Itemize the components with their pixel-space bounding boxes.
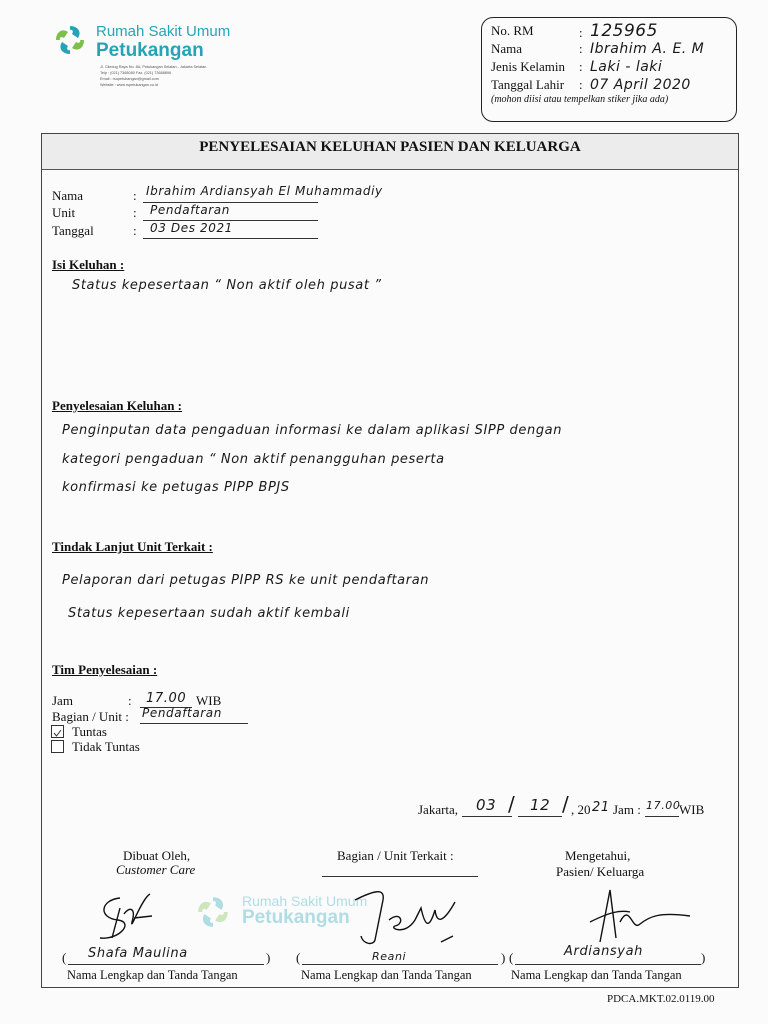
- jam2-value: 17.00: [646, 799, 681, 812]
- patient-box-note: (mohon diisi atau tempelkan stiker jika ada): [491, 94, 669, 105]
- tindak-lanjut-line: Pelaporan dari petugas PIPP RS ke unit pendaftaran: [62, 573, 430, 588]
- dob-value: 07 April 2020: [590, 77, 691, 93]
- signature-1: [90, 888, 160, 948]
- date-slash: /: [508, 792, 516, 816]
- sig3-title: Mengetahui,: [565, 848, 631, 863]
- bagian-unit-value: Pendaftaran: [142, 706, 222, 720]
- sig2-name: Reani: [372, 950, 407, 963]
- sig1-subtitle: Customer Care: [116, 862, 196, 877]
- date-day-value: 03: [476, 796, 497, 814]
- nama-value: Ibrahim Ardiansyah El Muhammadiy: [146, 184, 383, 198]
- jam2-unit: WIB: [679, 802, 705, 817]
- tuntas-checkbox[interactable]: [51, 725, 64, 738]
- sig2-paren-open: (: [296, 950, 301, 965]
- date-month-underline: [518, 816, 562, 817]
- date-slash: /: [562, 792, 570, 816]
- patient-name-label: Nama: [491, 41, 523, 56]
- rm-label: No. RM: [491, 23, 534, 38]
- gender-colon: :: [579, 59, 583, 74]
- sig1-paren-close: ): [266, 950, 271, 965]
- sig1-title: Dibuat Oleh,: [123, 848, 191, 863]
- isi-keluhan-heading: Isi Keluhan :: [52, 257, 125, 272]
- date-day-underline: [462, 816, 512, 817]
- tidak-tuntas-checkbox[interactable]: [51, 740, 64, 753]
- gender-label: Jenis Kelamin: [491, 59, 566, 74]
- stamp-line1: Rumah Sakit Umum: [242, 893, 368, 909]
- sig3-caption: Nama Lengkap dan Tanda Tangan: [511, 968, 682, 982]
- hospital-stamp: [194, 893, 232, 936]
- sig2-title: Bagian / Unit Terkait :: [337, 848, 454, 863]
- tim-penyelesaian-heading: Tim Penyelesaian :: [52, 662, 158, 677]
- address-line: Jl. Ciledug Raya No. 8A, Petukangan Selatan - Jakarta Selatan: [100, 65, 207, 69]
- year-prefix-text: 20: [577, 802, 591, 817]
- tuntas-label: Tuntas: [72, 724, 107, 739]
- rm-colon: :: [579, 25, 583, 40]
- sig1-name: Shafa Maulina: [88, 946, 188, 961]
- form-title: PENYELESAIAN KELUHAN PASIEN DAN KELUARGA: [199, 139, 581, 155]
- year-comma: ,: [571, 802, 578, 817]
- unit-value: Pendaftaran: [150, 203, 230, 217]
- jam-label: Jam: [52, 693, 73, 708]
- sig3-paren-close: ): [701, 950, 706, 965]
- hospital-name-line1: Rumah Sakit Umum: [96, 23, 231, 40]
- sig3-name-underline: [515, 964, 701, 965]
- patient-name-colon: :: [579, 41, 583, 56]
- jam-colon: :: [128, 693, 132, 708]
- rm-value: 125965: [590, 21, 658, 41]
- patient-name-value: Ibrahim A. E. M: [590, 41, 705, 57]
- check-mark-icon: [52, 728, 63, 739]
- jam2-label: Jam :: [613, 802, 641, 817]
- sig3-paren-open: (: [509, 950, 514, 965]
- hospital-logo-icon: [52, 22, 88, 58]
- penyelesaian-line: kategori pengaduan “ Non aktif penangguhan peserta: [62, 452, 445, 467]
- jam-unit: WIB: [196, 693, 222, 708]
- date-year-suffix: 21: [592, 800, 610, 815]
- penyelesaian-line: Penginputan data pengaduan informasi ke dalam aplikasi SIPP dengan: [62, 423, 563, 438]
- tanggal-colon: :: [133, 223, 137, 238]
- dob-colon: :: [579, 77, 583, 92]
- tidak-tuntas-label: Tidak Tuntas: [72, 739, 140, 754]
- document-code: PDCA.MKT.02.0119.00: [607, 993, 715, 1005]
- tanggal-value: 03 Des 2021: [150, 221, 233, 235]
- isi-keluhan-text: Status kepesertaan “ Non aktif oleh pusat ”: [72, 278, 382, 293]
- stamp-line2: Petukangan: [242, 907, 350, 928]
- jam-value: 17.00: [146, 691, 187, 706]
- email-line: Email : rsupetukangan@gmail.com: [100, 77, 159, 81]
- unit-colon: :: [133, 205, 137, 220]
- date-year-prefix: [571, 802, 591, 818]
- tanggal-underline: [143, 238, 318, 239]
- sig2-paren-close: ): [501, 950, 506, 965]
- hospital-name-line2: Petukangan: [96, 40, 204, 61]
- gender-value: Laki - laki: [590, 59, 663, 75]
- bagian-unit-label: Bagian / Unit :: [52, 709, 129, 724]
- sig2-caption: Nama Lengkap dan Tanda Tangan: [301, 968, 472, 982]
- sig3-name: Ardiansyah: [564, 944, 643, 959]
- dob-label: Tanggal Lahir: [491, 77, 565, 92]
- bagian-unit-underline: [140, 723, 248, 724]
- penyelesaian-heading: Penyelesaian Keluhan :: [52, 398, 183, 413]
- penyelesaian-line: konfirmasi ke petugas PIPP BPJS: [62, 480, 290, 495]
- nama-label: Nama: [52, 188, 84, 203]
- phone-line: Telp : (021) 7368080 Fax. (021) 73688896: [100, 71, 172, 75]
- sig3-subtitle: Pasien/ Keluarga: [556, 864, 645, 879]
- tanggal-label: Tanggal: [52, 223, 94, 238]
- sig2-unit-underline: [322, 876, 478, 877]
- city-label: Jakarta,: [418, 802, 459, 817]
- tindak-lanjut-heading: Tindak Lanjut Unit Terkait :: [52, 539, 213, 554]
- sig1-paren-open: (: [62, 950, 67, 965]
- signature-3: [570, 882, 700, 952]
- unit-label: Unit: [52, 205, 76, 220]
- sig1-name-underline: [68, 964, 264, 965]
- sig2-name-underline: [302, 964, 498, 965]
- jam2-underline: [645, 816, 679, 817]
- date-month-value: 12: [530, 796, 551, 814]
- sig1-caption: Nama Lengkap dan Tanda Tangan: [67, 968, 238, 982]
- hospital-logo-icon: [194, 893, 232, 931]
- signature-2: [345, 880, 465, 950]
- website-line: Website : www.rspetukangan.co.id: [100, 83, 158, 87]
- tindak-lanjut-line: Status kepesertaan sudah aktif kembali: [68, 606, 350, 621]
- nama-colon: :: [133, 188, 137, 203]
